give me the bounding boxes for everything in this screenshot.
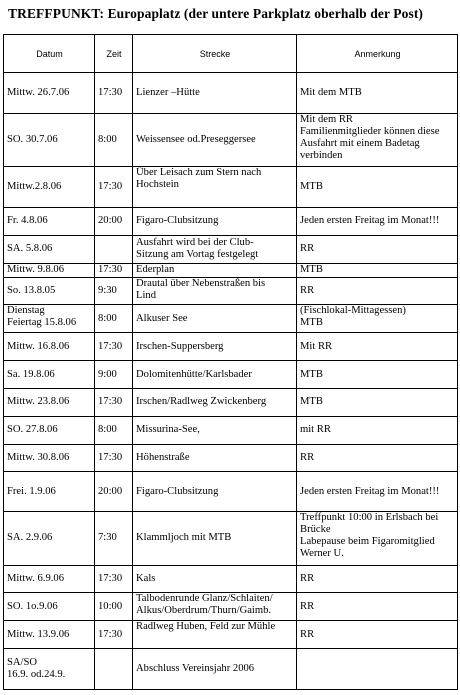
cell-zeit [95, 565, 133, 593]
cell-datum [4, 649, 95, 690]
cell-line: Hochstein [136, 179, 179, 191]
cell-line: Weissensee od.Preseggersee [136, 133, 256, 145]
cell-line: Drautal über Nebenstraßen bis [136, 277, 266, 289]
cell-datum [4, 593, 95, 621]
table-row [4, 512, 458, 566]
cell-line: Werner U. [300, 548, 344, 560]
cell-strecke [133, 593, 297, 621]
cell-strecke [133, 113, 297, 167]
cell-line: Höhenstraße [136, 452, 190, 464]
cell-anmerkung [297, 73, 458, 114]
cell-line: Über Leisach zum Stern nach [136, 167, 262, 179]
cell-anmerkung [297, 472, 458, 512]
cell-datum [4, 333, 95, 361]
cell-text: 17:30 [98, 452, 123, 464]
cell-line: Sa. 19.8.06 [7, 368, 55, 380]
cell-line: RR [300, 452, 315, 464]
cell-strecke [133, 472, 297, 512]
cell-line: RR [300, 573, 315, 585]
cell-line: SA. 2.9.06 [7, 532, 53, 544]
table-row [4, 167, 458, 208]
cell-line: Alkus/Oberdrum/Thurn/Gaimb. [136, 605, 272, 617]
column-header-anmerkung: Anmerkung [297, 35, 458, 73]
cell-line: Jeden ersten Freitag im Monat!!! [300, 215, 440, 227]
cell-datum [4, 621, 95, 649]
cell-anmerkung [297, 649, 458, 690]
column-header-strecke: Strecke [133, 35, 297, 73]
table-row [4, 621, 458, 649]
cell-line: Ausfahrt wird bei der Club- [136, 237, 254, 249]
cell-text: 17:30 [98, 340, 123, 352]
cell-anmerkung [297, 113, 458, 167]
cell-line: Ederplan [136, 264, 175, 276]
cell-text: 9:30 [98, 284, 117, 296]
cell-line: MTB [300, 368, 323, 380]
cell-zeit [95, 416, 133, 444]
cell-strecke [133, 512, 297, 566]
cell-datum [4, 444, 95, 472]
cell-line: Jeden ersten Freitag im Monat!!! [300, 485, 440, 497]
cell-datum [4, 416, 95, 444]
cell-zeit [95, 512, 133, 566]
cell-zeit [95, 649, 133, 690]
cell-line: Irschen/Radlweg Zwickenberg [136, 396, 267, 408]
column-header-zeit: Zeit [95, 35, 133, 73]
cell-line: Mittw. 30.8.06 [7, 452, 70, 464]
cell-datum [4, 73, 95, 114]
table-row [4, 649, 458, 690]
cell-line: Abschluss Vereinsjahr 2006 [136, 663, 255, 675]
cell-anmerkung [297, 263, 458, 277]
cell-strecke [133, 649, 297, 690]
cell-text: 17:30 [98, 628, 123, 640]
cell-text: 20:00 [98, 485, 123, 497]
cell-zeit [95, 444, 133, 472]
cell-strecke [133, 73, 297, 114]
cell-datum [4, 113, 95, 167]
table-row [4, 444, 458, 472]
cell-datum [4, 472, 95, 512]
cell-datum [4, 277, 95, 305]
table-row [4, 277, 458, 305]
cell-text: 9:00 [98, 368, 117, 380]
cell-text: 17:30 [98, 264, 123, 276]
cell-anmerkung [297, 235, 458, 263]
cell-line: Figaro-Clubsitzung [136, 215, 219, 227]
schedule-body [4, 73, 458, 690]
cell-text: 7:30 [98, 532, 117, 544]
cell-anmerkung [297, 416, 458, 444]
cell-anmerkung [297, 207, 458, 235]
cell-zeit [95, 621, 133, 649]
cell-zeit [95, 305, 133, 333]
cell-line: Mit RR [300, 340, 333, 352]
cell-line: SA/SO [7, 657, 38, 669]
cell-datum [4, 361, 95, 389]
cell-line: Mittw.2.8.06 [7, 181, 62, 193]
cell-zeit [95, 235, 133, 263]
cell-line: RR [300, 284, 315, 296]
cell-strecke [133, 263, 297, 277]
cell-strecke [133, 207, 297, 235]
cell-line: Radlweg Huben, Feld zur Mühle [136, 621, 276, 633]
cell-zeit [95, 472, 133, 512]
cell-line: Sitzung am Vortag festgelegt [136, 249, 259, 261]
cell-strecke [133, 167, 297, 208]
cell-anmerkung [297, 512, 458, 566]
cell-line: RR [300, 243, 315, 255]
cell-anmerkung [297, 388, 458, 416]
cell-datum [4, 207, 95, 235]
cell-datum [4, 305, 95, 333]
cell-line: Mittw. 16.8.06 [7, 340, 70, 352]
cell-strecke [133, 416, 297, 444]
table-row [4, 113, 458, 167]
cell-line: Ausfahrt mit einem Badetag [300, 137, 420, 149]
table-row [4, 416, 458, 444]
cell-datum [4, 167, 95, 208]
table-row [4, 207, 458, 235]
cell-anmerkung [297, 277, 458, 305]
cell-datum [4, 512, 95, 566]
table-row [4, 305, 458, 333]
cell-line: Treffpunkt 10:00 in Erlsbach bei [300, 512, 439, 524]
cell-line: Figaro-Clubsitzung [136, 485, 219, 497]
cell-zeit [95, 113, 133, 167]
header-row [4, 35, 458, 73]
cell-line: Mittw. 23.8.06 [7, 396, 70, 408]
cell-line: Dienstag [7, 305, 45, 317]
cell-line: Talbodenrunde Glanz/Schlaiten/ [136, 593, 273, 605]
cell-strecke [133, 565, 297, 593]
cell-line: MTB [300, 396, 323, 408]
cell-line: Fr. 4.8.06 [7, 215, 48, 227]
column-header-datum: Datum [4, 35, 95, 73]
cell-line: SO. 27.8.06 [7, 424, 58, 436]
cell-zeit [95, 277, 133, 305]
cell-zeit [95, 593, 133, 621]
table-row [4, 235, 458, 263]
cell-datum [4, 235, 95, 263]
cell-text: 8:00 [98, 424, 117, 436]
cell-strecke [133, 388, 297, 416]
cell-anmerkung [297, 621, 458, 649]
cell-anmerkung [297, 333, 458, 361]
table-row [4, 361, 458, 389]
table-row [4, 593, 458, 621]
cell-line: Missurina-See, [136, 424, 200, 436]
cell-datum [4, 388, 95, 416]
schedule-table [3, 34, 458, 690]
cell-line: Familienmitglieder können diese [300, 125, 440, 137]
cell-line: Frei. 1.9.06 [7, 485, 56, 497]
cell-datum [4, 263, 95, 277]
cell-line: mit RR [300, 424, 331, 436]
cell-anmerkung [297, 361, 458, 389]
cell-text: 17:30 [98, 86, 123, 98]
cell-strecke [133, 361, 297, 389]
cell-line: Mittw. 9.8.06 [7, 264, 64, 276]
cell-line: Mit dem RR [300, 113, 353, 125]
cell-line: Mittw. 26.7.06 [7, 86, 70, 98]
table-row [4, 565, 458, 593]
cell-strecke [133, 305, 297, 333]
cell-text: 10:00 [98, 600, 123, 612]
cell-line: Lienzer –Hütte [136, 86, 200, 98]
cell-line: RR [300, 600, 315, 612]
cell-zeit [95, 207, 133, 235]
cell-line: RR [300, 628, 315, 640]
cell-anmerkung [297, 565, 458, 593]
cell-line: Dolomitenhütte/Karlsbader [136, 368, 252, 380]
cell-datum [4, 565, 95, 593]
cell-line: SA. 5.8.06 [7, 243, 53, 255]
cell-line: So. 13.8.05 [7, 284, 56, 296]
cell-zeit [95, 263, 133, 277]
table-row [4, 73, 458, 114]
cell-line: Irschen-Suppersberg [136, 340, 224, 352]
cell-text: 17:30 [98, 573, 123, 585]
cell-strecke [133, 277, 297, 305]
cell-line: Mit dem MTB [300, 86, 362, 98]
cell-line: verbinden [300, 149, 343, 161]
cell-zeit [95, 167, 133, 208]
cell-line: (Fischlokal-Mittagessen) [300, 305, 406, 317]
table-row [4, 263, 458, 277]
cell-line: Kals [136, 573, 156, 585]
cell-line: Klammljoch mit MTB [136, 532, 232, 544]
cell-line: Mittw. 13.9.06 [7, 628, 70, 640]
cell-strecke [133, 333, 297, 361]
cell-strecke [133, 621, 297, 649]
cell-zeit [95, 73, 133, 114]
cell-strecke [133, 444, 297, 472]
cell-line: Mittw. 6.9.06 [7, 573, 64, 585]
cell-line: Labepause beim Figaromitglied [300, 536, 435, 548]
cell-line: 16.9. od.24.9. [7, 669, 66, 681]
cell-anmerkung [297, 305, 458, 333]
cell-anmerkung [297, 167, 458, 208]
cell-text: 17:30 [98, 181, 123, 193]
table-row [4, 388, 458, 416]
cell-zeit [95, 388, 133, 416]
cell-line: SO. 1o.9.06 [7, 600, 58, 612]
cell-line: Brücke [300, 524, 331, 536]
cell-line: MTB [300, 264, 323, 276]
cell-line: MTB [300, 181, 323, 193]
table-row [4, 333, 458, 361]
cell-text: 8:00 [98, 312, 117, 324]
cell-text: 20:00 [98, 215, 123, 227]
cell-anmerkung [297, 593, 458, 621]
cell-line: MTB [300, 317, 323, 329]
cell-text: 17:30 [98, 396, 123, 408]
cell-line: SO. 30.7.06 [7, 133, 58, 145]
cell-line: Alkuser See [136, 312, 188, 324]
table-row [4, 472, 458, 512]
cell-text: 8:00 [98, 133, 117, 145]
cell-zeit [95, 333, 133, 361]
cell-zeit [95, 361, 133, 389]
cell-strecke [133, 235, 297, 263]
cell-line: Lind [136, 289, 157, 301]
page-title: TREFFPUNKT: Europaplatz (der untere Parkplatz oberhalb der Post) [8, 6, 424, 21]
cell-anmerkung [297, 444, 458, 472]
cell-line: Feiertag 15.8.06 [7, 317, 77, 329]
